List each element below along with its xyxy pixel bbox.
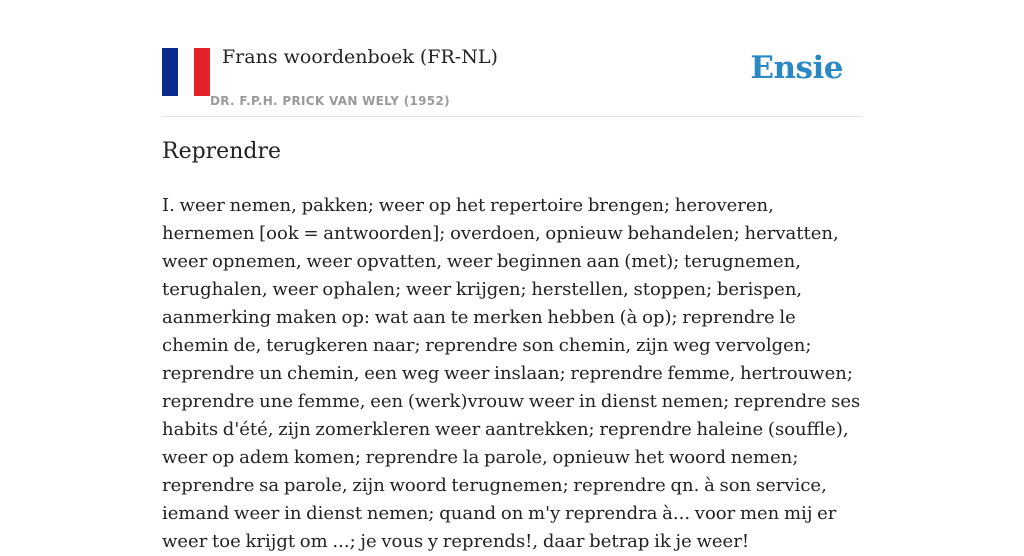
dictionary-author: DR. F.P.H. PRICK VAN WELY (1952)	[210, 94, 450, 108]
ensie-logo[interactable]: Ensie	[750, 50, 843, 86]
flag-stripe-red	[194, 48, 210, 96]
entry-definition: I. weer nemen, pakken; weer op het repertoire brengen; heroveren, hernemen [ook = antwoorden]; overdoen, opnieuw behandelen; hervatten, weer opnemen, weer opvatten, weer beginnen aan (met); terugnemen, terughalen, weer ophalen; weer krijgen; herstellen, stoppen; berispen, aanmerking maken op: wat aan te merken hebben (à op); reprendre le chemin de, terugkeren naar; reprendre son chemin, zijn weg vervolgen; reprendre un chemin, een weg weer inslaan; reprendre femme, hertrouwen; reprendre une femme, een (werk)vrouw weer in dienst nemen; reprendre ses habits d'été, zijn zomerkleren weer aantrekken; reprendre haleine (souffle), weer op adem komen; reprendre la parole, opnieuw het woord nemen; reprendre sa parole, zijn woord terugnemen; reprendre qn. à son service, iemand weer in dienst nemen; quand on m'y reprendra à... voor men mij er weer toe krijgt om ...; je vous y reprends!, daar betrap ik je weer!	[162, 195, 861, 552]
entry-headword: Reprendre	[162, 139, 281, 164]
dictionary-header	[162, 40, 862, 117]
flag-stripe-white	[178, 48, 194, 96]
french-flag-icon	[162, 48, 210, 96]
dictionary-title[interactable]: Frans woordenboek (FR-NL)	[222, 46, 498, 68]
flag-stripe-blue	[162, 48, 178, 96]
